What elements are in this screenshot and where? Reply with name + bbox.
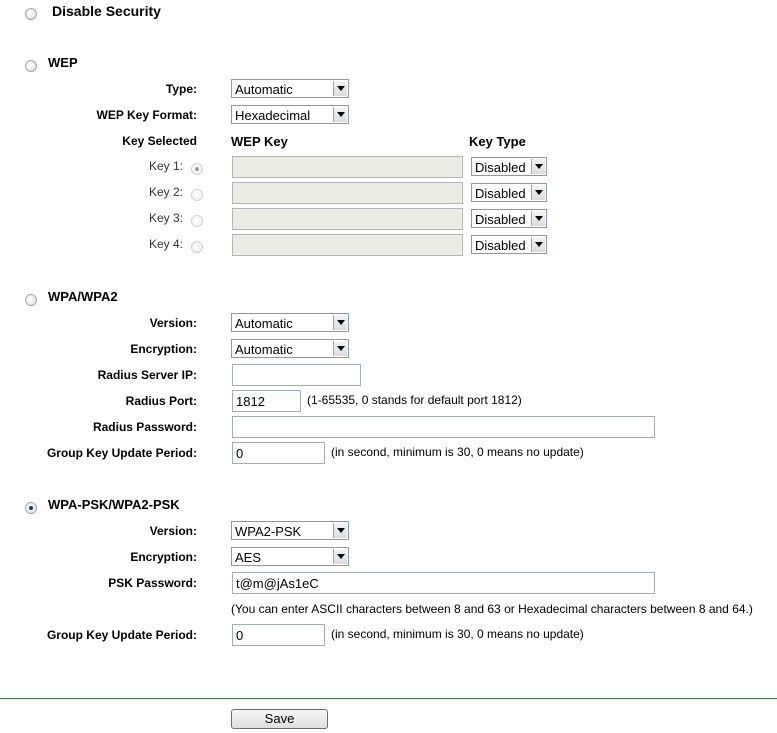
key-2-type-select[interactable]: Disabled — [471, 183, 547, 202]
key-3-type-select[interactable]: Disabled — [471, 209, 547, 228]
key-2-input[interactable] — [232, 182, 463, 204]
psk-encryption-select[interactable]: AES — [231, 547, 349, 566]
wpa-version-label: Version: — [149, 316, 197, 330]
key-1-label: Key 1: — [148, 159, 183, 173]
key-1-type-select[interactable]: Disabled — [471, 157, 547, 176]
key-4-label: Key 4: — [148, 237, 183, 251]
chevron-down-icon — [333, 81, 347, 96]
key-2-label: Key 2: — [148, 185, 183, 199]
psk-encryption-label: Encryption: — [130, 550, 197, 564]
wep-type-select[interactable] — [231, 79, 349, 98]
chevron-down-icon — [531, 237, 545, 252]
disable-security-title: Disable Security — [52, 3, 161, 19]
radio-dot-icon — [29, 506, 33, 510]
wep-type-label: Type: — [165, 82, 197, 96]
key-3-radio[interactable] — [191, 215, 203, 227]
footer-divider — [0, 698, 777, 699]
psk-password-note: (You can enter ASCII characters between 8 and 63 or Hexadecimal characters between 8 and 64.) — [231, 602, 753, 616]
chevron-down-icon — [333, 341, 347, 356]
wpa-radio[interactable] — [25, 294, 37, 306]
chevron-down-icon — [531, 185, 545, 200]
radius-port-note: (1-65535, 0 stands for default port 1812) — [307, 393, 522, 407]
chevron-down-icon — [333, 107, 347, 122]
psk-version-select[interactable]: WPA2-PSK — [231, 521, 349, 540]
radius-password-label: Radius Password: — [92, 420, 197, 434]
radius-port-input[interactable]: 1812 — [232, 390, 301, 412]
wpa-group-key-label: Group Key Update Period: — [46, 446, 197, 460]
wpa-psk-title: WPA-PSK/WPA2-PSK — [48, 497, 180, 512]
radio-dot-icon — [195, 167, 199, 171]
wep-title: WEP — [48, 55, 78, 70]
psk-group-key-label: Group Key Update Period: — [46, 628, 197, 642]
wep-type-value: Automatic — [235, 82, 293, 97]
radius-ip-label: Radius Server IP: — [97, 368, 197, 382]
wpa-group-key-note: (in second, minimum is 30, 0 means no update) — [331, 445, 584, 459]
wep-radio[interactable] — [25, 60, 37, 72]
chevron-down-icon — [333, 523, 347, 538]
key-3-input[interactable] — [232, 208, 463, 230]
save-button[interactable]: Save — [231, 709, 328, 729]
key-1-input[interactable] — [232, 156, 463, 178]
wpa-encryption-label: Encryption: — [130, 342, 197, 356]
chevron-down-icon — [333, 549, 347, 564]
wep-format-value: Hexadecimal — [235, 108, 311, 123]
wep-format-select[interactable] — [231, 105, 349, 124]
key-4-type-select[interactable]: Disabled — [471, 235, 547, 254]
wpa-encryption-select[interactable]: Automatic — [231, 339, 349, 358]
key-4-radio[interactable] — [191, 241, 203, 253]
wpa-psk-radio[interactable] — [25, 502, 37, 514]
psk-password-input[interactable]: t@m@jAs1eC — [232, 572, 655, 594]
psk-version-label: Version: — [149, 524, 197, 538]
chevron-down-icon — [531, 159, 545, 174]
wpa-group-key-input[interactable]: 0 — [232, 442, 325, 464]
chevron-down-icon — [333, 315, 347, 330]
wep-key-header: WEP Key — [231, 134, 288, 149]
key-1-radio[interactable] — [191, 163, 203, 175]
disable-security-radio[interactable] — [25, 8, 37, 20]
radius-password-input[interactable] — [232, 416, 655, 438]
psk-password-label: PSK Password: — [108, 576, 197, 590]
wpa-version-select[interactable]: Automatic — [231, 313, 349, 332]
chevron-down-icon — [531, 211, 545, 226]
wpa-title: WPA/WPA2 — [48, 289, 118, 304]
key-2-radio[interactable] — [191, 189, 203, 201]
radius-ip-input[interactable] — [232, 364, 361, 386]
psk-group-key-note: (in second, minimum is 30, 0 means no update) — [331, 627, 584, 641]
wep-format-label: WEP Key Format: — [96, 108, 197, 122]
key-4-input[interactable] — [232, 234, 463, 256]
key-type-header: Key Type — [469, 134, 526, 149]
radius-port-label: Radius Port: — [125, 394, 197, 408]
key-selected-header: Key Selected — [122, 134, 197, 148]
key-3-label: Key 3: — [148, 211, 183, 225]
psk-group-key-input[interactable]: 0 — [232, 624, 325, 646]
